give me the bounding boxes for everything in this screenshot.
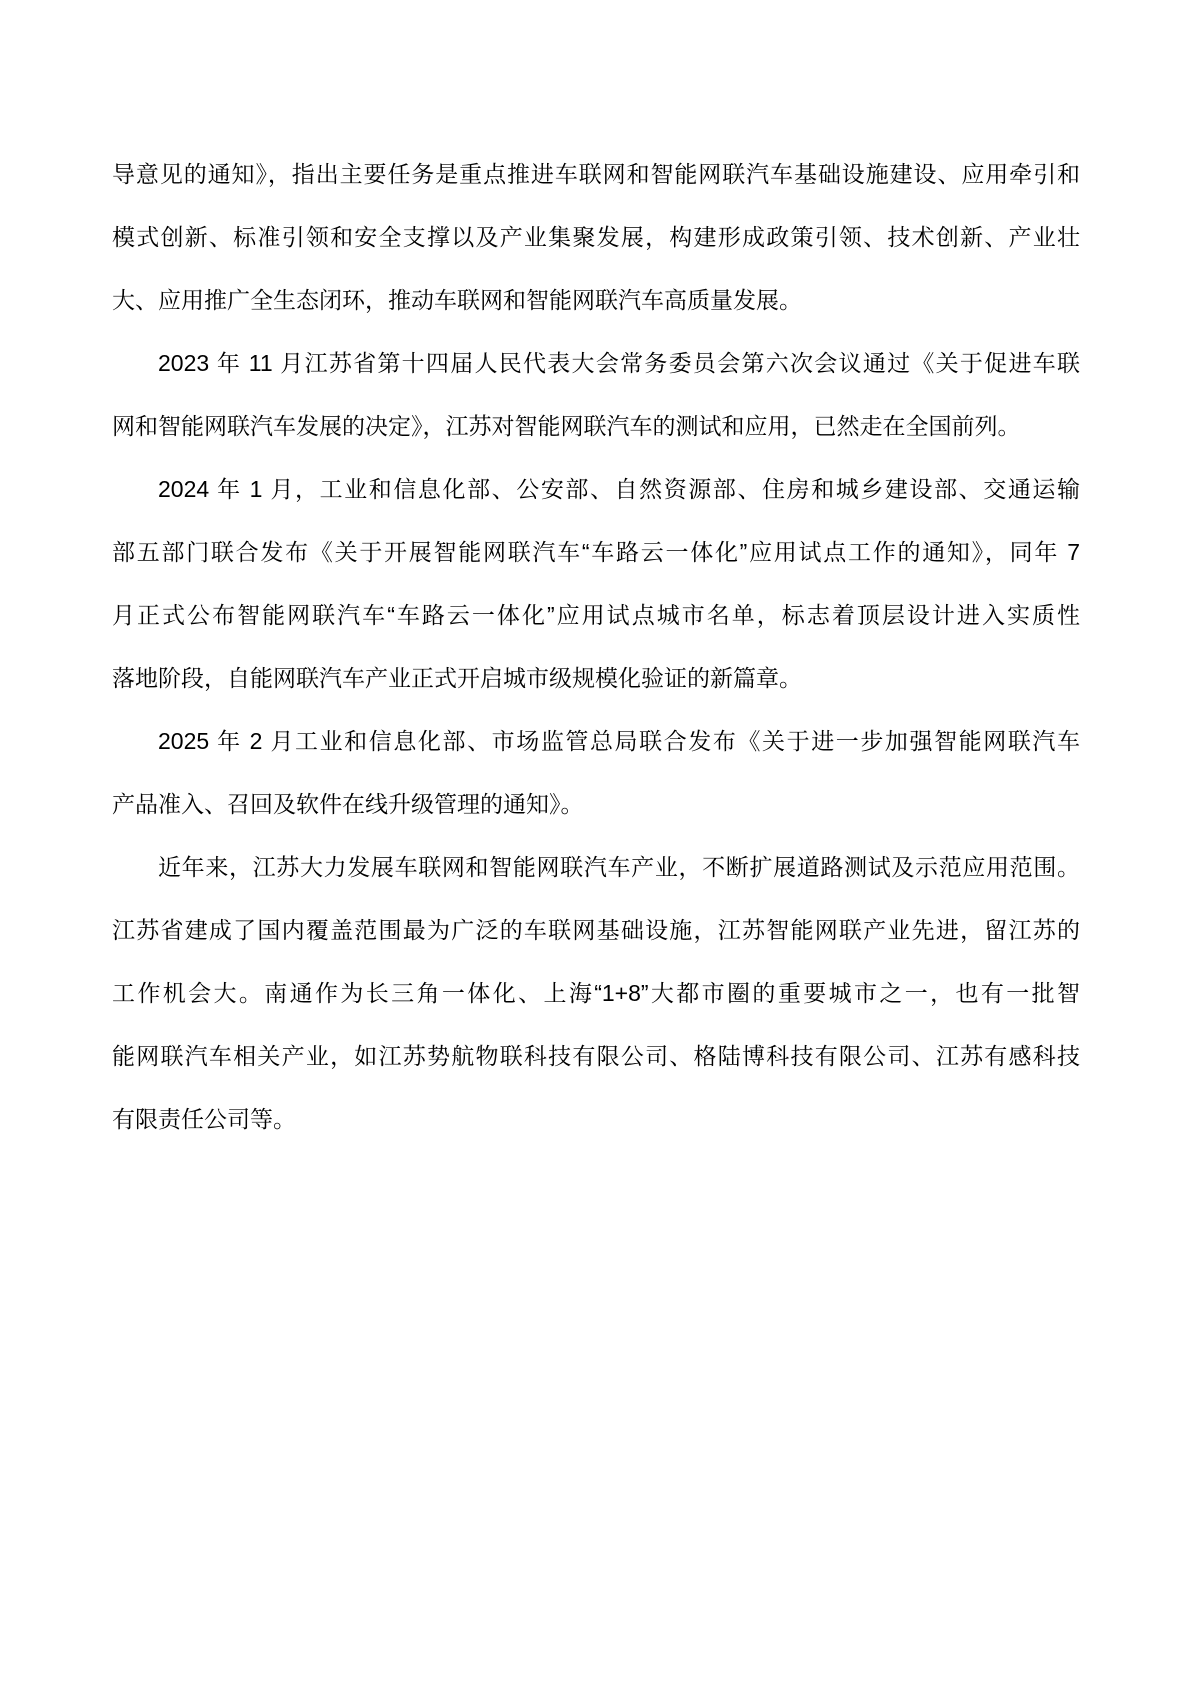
text-line: 部五部门联合发布《关于开展智能网联汽车“车路云一体化”应用试点工作的通知》，同年 7: [112, 539, 1080, 565]
text-line: 能网联汽车相关产业，如江苏势航物联科技有限公司、格陆博科技有限公司、江苏有感科技: [112, 1043, 1080, 1069]
text-line: 2024 年 1 月，工业和信息化部、公安部、自然资源部、住房和城乡建设部、交通运输: [158, 476, 1080, 502]
document-body: [112, 143, 1080, 1151]
text-line: 近年来，江苏大力发展车联网和智能网联汽车产业，不断扩展道路测试及示范应用范围。: [158, 854, 1080, 880]
text-line: 大、应用推广全生态闭环，推动车联网和智能网联汽车高质量发展。: [112, 287, 802, 313]
text-line: 模式创新、标准引领和安全支撑以及产业集聚发展，构建形成政策引领、技术创新、产业壮: [112, 224, 1080, 250]
text-line: 网和智能网联汽车发展的决定》，江苏对智能网联汽车的测试和应用，已然走在全国前列。: [112, 413, 1021, 439]
text-line: 产品准入、召回及软件在线升级管理的通知》。: [112, 791, 584, 817]
paragraph-5: [112, 836, 1080, 1151]
paragraph-2: [112, 332, 1080, 458]
text-line: 江苏省建成了国内覆盖范围最为广泛的车联网基础设施，江苏智能网联产业先进，留江苏的: [112, 917, 1080, 943]
paragraph-1: [112, 143, 1080, 332]
paragraph-4: [112, 710, 1080, 836]
text-line: 导意见的通知》，指出主要任务是重点推进车联网和智能网联汽车基础设施建设、应用牵引和: [112, 161, 1080, 187]
text-line: 2023 年 11 月江苏省第十四届人民代表大会常务委员会第六次会议通过《关于促进车联: [158, 350, 1080, 376]
text-line: 2025 年 2 月工业和信息化部、市场监管总局联合发布《关于进一步加强智能网联汽车: [158, 728, 1080, 754]
text-line: 月正式公布智能网联汽车“车路云一体化”应用试点城市名单，标志着顶层设计进入实质性: [112, 602, 1080, 628]
text-line: 有限责任公司等。: [112, 1106, 296, 1132]
text-line: 工作机会大。南通作为长三角一体化、上海“1+8”大都市圈的重要城市之一，也有一批智: [112, 980, 1080, 1006]
text-line: 落地阶段，自能网联汽车产业正式开启城市级规模化验证的新篇章。: [112, 665, 802, 691]
paragraph-3: [112, 458, 1080, 710]
